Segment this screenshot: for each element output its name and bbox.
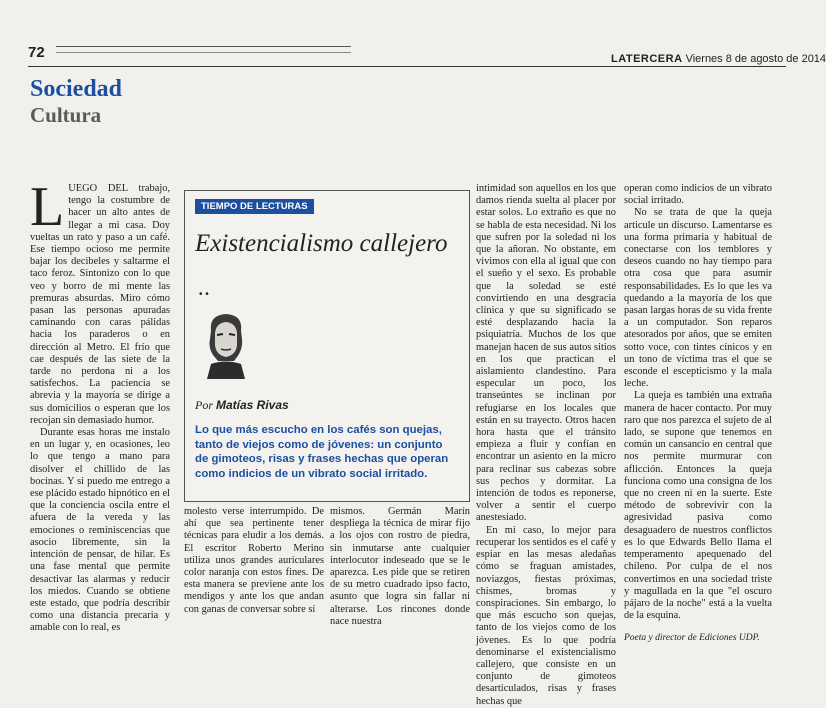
section-title: Sociedad (30, 76, 123, 102)
masthead-rule (28, 66, 786, 67)
subsection-title: Cultura (30, 103, 102, 127)
column-5-paragraph-1: operan como indicios de un vibrato social irritado. (624, 183, 772, 207)
article-column-1 (30, 176, 170, 635)
headline-ornament: • • (199, 289, 209, 300)
column-label: TIEMPO DE LECTURAS (195, 199, 314, 214)
page-number: 72 (28, 44, 45, 61)
column-4-paragraph-1: intimidad son aquellos en los que damos rienda suelta al placer por estar solos. Lo extraño es que no se habla de esta necesidad. Ni los que sufren por la soledad ni los que la añoran. No obstante, em vivimos con ella al igual que con el sueño y el sexo. Es probable que la soledad se esté convirtiendo en una desgracia clínica y que su significado se esté desplazando hacia la psiquiatría. Muchos de los que manejan hacen de sus autos sitios en los que practican el aislamiento clandestino. Para especular un poco, los transeúntes se inclinan por refugiarse en los locales que están en su trayecto. Otros hacen hora hasta que el tránsito empieza a fluir y confían en encontrar un asiento en la micro para reclinar sus cabezas sobre sus pechos y dormitar. La intención de todos es reponerse, volver a sentir el cuerpo anestesiado. (476, 183, 616, 524)
headline-text: Existencialismo callejero (195, 230, 448, 257)
article-column-5 (624, 183, 772, 645)
article-column-2 (184, 506, 324, 616)
author-portrait (201, 309, 251, 379)
headline (195, 229, 455, 259)
drop-cap: L (30, 176, 65, 238)
top-rule (56, 46, 351, 47)
feature-box (184, 190, 470, 502)
column-5-paragraph-2: No se trata de que la queja articule un discurso. Lamentarse es una forma primaria y habitual de conectarse con los temblores y deseos cuando no hay tiempo para otra cosa que para asumir responsabilidades. Es lo que les va quedando a la mayoría de los que pasan largas horas de su vida frente a un computador. Son reparos atesorados por años, que se emiten sotto voce, con tintes cínicos y en un tono de víctima tras el que se esconde el escepticismo y la mala leche. (624, 207, 772, 390)
masthead (611, 53, 826, 65)
column-1-paragraph-2: Durante esas horas me instalo en un lugar y, en ocasiones, leo lo que tengo a mano para disolver el chillido de las bocinas. Y si puedo me entrego a ese plácido estado hipnótico en el que la conciencia oscila entre el afuera de la vereda y las emociones o reminiscencias que asocio libremente, sin la intención de pensar, de hilar. Es una fase mental que permite desactivar las alarmas y reducir los miedos. Cuando se obtiene este estado, que podría describir como una distancia precaria y amable con lo real, es (30, 427, 170, 634)
author-credit: Poeta y director de Ediciones UDP. (624, 633, 760, 644)
masthead-paper: LATERCERA (611, 53, 683, 65)
byline-author: Matías Rivas (216, 398, 289, 412)
column-5-paragraph-3: La queja es también una extraña manera de hacer contacto. Por muy raro que nos parezca el sujeto de al lado, se supone que tenemos en común un cansancio en central que nos permite murmurar con aflicción. Entonces la queja funciona como una consigna de los que no creen ni en la suerte. Este método de sobrevivir con la agresividad pasiva como desaguadero de nuestros conflictos es lo que Edwards Bello llama el temperamento apequenado del chileno. Por culpa de el nos convertimos en una sociedad triste y magullada en la que "el oscuro pájaro de la noche" está a la vuelta de la esquina. (624, 390, 772, 622)
column-1-lead: UEGO DEL trabajo, tengo la costumbre de hacer un alto antes de llegar a mi casa. Doy vueltas un rato y paso a un café. Ese tiempo ocioso me permite bajar los decibeles y saltarme el taco feroz. Sintonizo con lo que veo y borro de mi mente las premuras absurdas. Miro cómo pasan las personas apuradas caminando con caras pálidas hacia los paraderos o en dirección al Metro. El frío que cae después de las siete de la tarde no perdona ni a los satisfechos. La paciencia se abrevia y la mayoría se dirige a sus domicilios o esperan que los recojan sin demasiado humor. (30, 183, 170, 426)
pull-quote: Lo que más escucho en los cafés son quejas, tanto de viejos como de jóvenes: un conjunto de gimoteos, risas y frases hechas que operan como indicios de un vibrato social irritado. (195, 424, 449, 480)
byline (195, 398, 289, 413)
masthead-date: Viernes 8 de agosto de 2014 (685, 53, 826, 65)
article-column-4 (476, 183, 616, 708)
column-3-text: mismos. Germán Marín despliega la técnica de mirar fijo a los ojos con rostro de piedra, sin inmutarse ante cualquier interlocutor indeseado que se le aparezca. Les pide que se retiren de su metro cuadrado ipso facto, asunto que logra sin fallar ni alterarse. Los rincones donde nace nuestra (330, 506, 470, 627)
article-column-3 (330, 506, 470, 628)
column-2-text: molesto verse interrumpido. De ahí que sea pertinente tener técnicas para eludir a los demás. El escritor Roberto Merino utiliza unos grandes auriculares color naranja con estos fines. De esta manera se previene ante los mendigos y ante los que andan con ganas de conversar sobre sí (184, 506, 324, 615)
top-rule-secondary (56, 52, 351, 53)
column-4-paragraph-2: En mi caso, lo mejor para recuperar los sentidos es el café y espiar en las mesas aledañas cómo se fraguan amistades, noviazgos, fiestas próximas, chismes, bromas y conspiraciones. Sin embargo, lo que más escucho son quejas, tanto de los viejos como de los jóvenes. Es lo que podría denominarse el existencialismo callejero, que consiste en un conjunto de gimoteos desarticulados, risas y frases hechas que (476, 524, 616, 707)
byline-prefix: Por (195, 398, 213, 412)
